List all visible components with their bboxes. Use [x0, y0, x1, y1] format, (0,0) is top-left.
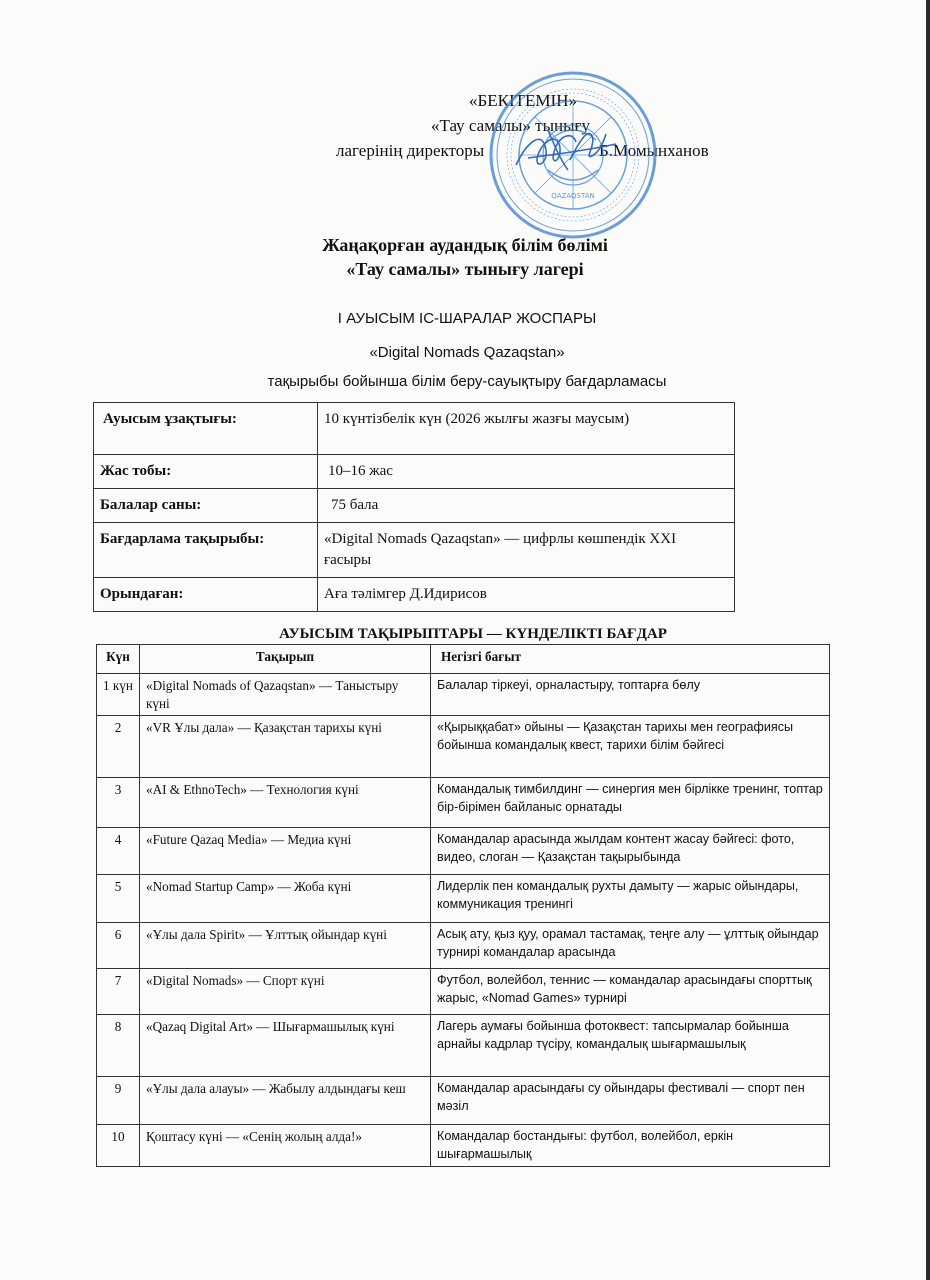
direction-cell: Командалар арасында жылдам контент жасау бәйгесі: фото, видео, слоган — Қазақстан тақырыбында — [431, 828, 830, 875]
info-value: 10–16 жас — [318, 455, 735, 489]
topic-cell: «AI & EthnoTech» — Технология күні — [140, 778, 431, 828]
day-cell: 8 — [97, 1015, 140, 1077]
day-cell: 9 — [97, 1077, 140, 1125]
direction-cell: Командалар бостандығы: футбол, волейбол, еркін шығармашылық — [431, 1125, 830, 1167]
topic-cell: Қоштасу күні — «Сенің жолың алда!» — [140, 1125, 431, 1167]
direction-cell: Асық ату, қыз қуу, орамал тастамақ, теңге алу — ұлттық ойындар турнирі командалар арасында — [431, 923, 830, 969]
table-row — [97, 1015, 830, 1077]
approval-line3: лагерінің директоры — [336, 141, 485, 160]
topic-cell: «Qazaq Digital Art» — Шығармашылық күні — [140, 1015, 431, 1077]
director-name: Б.Момынханов — [599, 141, 709, 160]
info-label: Жас тобы: — [94, 455, 318, 489]
day-cell: 6 — [97, 923, 140, 969]
info-row — [94, 578, 735, 612]
table-row — [97, 923, 830, 969]
topic-cell: «Digital Nomads of Qazaqstan» — Таныстыру күні — [140, 674, 431, 716]
topic-cell: «Future Qazaq Media» — Медиа күні — [140, 828, 431, 875]
info-label: Бағдарлама тақырыбы: — [94, 523, 318, 578]
schedule-title: АУЫСЫМ ТАҚЫРЫПТАРЫ — КҮНДЕЛІКТІ БАҒДАР — [279, 626, 667, 642]
day-cell: 2 — [97, 716, 140, 778]
info-value: 75 бала — [318, 489, 735, 523]
direction-cell: Командалар арасындағы су ойындары фестивалі — спорт пен мәзіл — [431, 1077, 830, 1125]
table-row — [97, 969, 830, 1015]
header-day: Күн — [97, 645, 140, 674]
program-name: «Digital Nomads Qazaqstan» — [369, 344, 565, 361]
svg-text:QAZAQSTAN: QAZAQSTAN — [551, 192, 595, 200]
info-label: Орындаған: — [94, 578, 318, 612]
topic-cell: «Nomad Startup Camp» — Жоба күні — [140, 875, 431, 923]
direction-cell: Балалар тіркеуі, орналастыру, топтарға бөлу — [431, 674, 830, 716]
day-cell: 10 — [97, 1125, 140, 1167]
approval-line1: «БЕКІТЕМІН» — [469, 91, 577, 110]
table-row — [97, 1077, 830, 1125]
direction-cell: «Қырыққабат» ойыны — Қазақстан тарихы мен географиясы бойынша командалық квест, тарихи білім бәйгесі — [431, 716, 830, 778]
topic-cell: «Ұлы дала алауы» — Жабылу алдындағы кеш — [140, 1077, 431, 1125]
info-value: «Digital Nomads Qazaqstan» — цифрлы көшпендік XXI ғасыры — [318, 523, 735, 578]
table-row — [97, 875, 830, 923]
official-seal — [488, 70, 658, 240]
table-row — [97, 716, 830, 778]
direction-cell: Командалық тимбилдинг — синергия мен бірлікке тренинг, топтар бір-бірімен байланыс орнатады — [431, 778, 830, 828]
topic-cell: «Digital Nomads» — Спорт күні — [140, 969, 431, 1015]
day-cell: 5 — [97, 875, 140, 923]
table-row — [97, 778, 830, 828]
schedule-table — [96, 644, 830, 1167]
day-cell: 7 — [97, 969, 140, 1015]
org-heading: Жаңақорған аудандық білім бөлімі — [322, 235, 608, 255]
info-label: Балалар саны: — [94, 489, 318, 523]
info-label: Ауысым ұзақтығы: — [94, 403, 318, 455]
day-cell: 4 — [97, 828, 140, 875]
direction-cell: Футбол, волейбол, теннис — командалар арасындағы спорттық жарыс, «Nomad Games» турнирі — [431, 969, 830, 1015]
table-row — [97, 674, 830, 716]
info-value: 10 күнтізбелік күн (2026 жылғы жазғы маусым) — [318, 403, 735, 455]
topic-cell: «Ұлы дала Spirit» — Ұлттық ойындар күні — [140, 923, 431, 969]
plan-title: І АУЫСЫМ ІС-ШАРАЛАР ЖОСПАРЫ — [337, 310, 597, 327]
day-cell: 1 күн — [97, 674, 140, 716]
program-description: тақырыбы бойынша білім беру-сауықтыру бағдарламасы — [267, 373, 667, 390]
schedule-header-row — [97, 645, 830, 674]
camp-heading: «Тау самалы» тынығу лагері — [346, 259, 584, 279]
info-table — [93, 402, 735, 612]
header-topic: Тақырып — [140, 645, 431, 674]
info-row — [94, 523, 735, 578]
approval-line2: «Тау самалы» тынығу — [431, 116, 591, 135]
info-row — [94, 489, 735, 523]
direction-cell: Лидерлік пен командалық рухты дамыту — жарыс ойындары, коммуникация тренингі — [431, 875, 830, 923]
day-cell: 3 — [97, 778, 140, 828]
header-direction: Негізгі бағыт — [431, 645, 830, 674]
direction-cell: Лагерь аумағы бойынша фотоквест: тапсырмалар бойынша арнайы кадрлар түсіру, командалық шығармашылық — [431, 1015, 830, 1077]
info-row — [94, 455, 735, 489]
topic-cell: «VR Ұлы дала» — Қазақстан тарихы күні — [140, 716, 431, 778]
info-row — [94, 403, 735, 455]
table-row — [97, 1125, 830, 1167]
table-row — [97, 828, 830, 875]
info-value: Аға тәлімгер Д.Идирисов — [318, 578, 735, 612]
